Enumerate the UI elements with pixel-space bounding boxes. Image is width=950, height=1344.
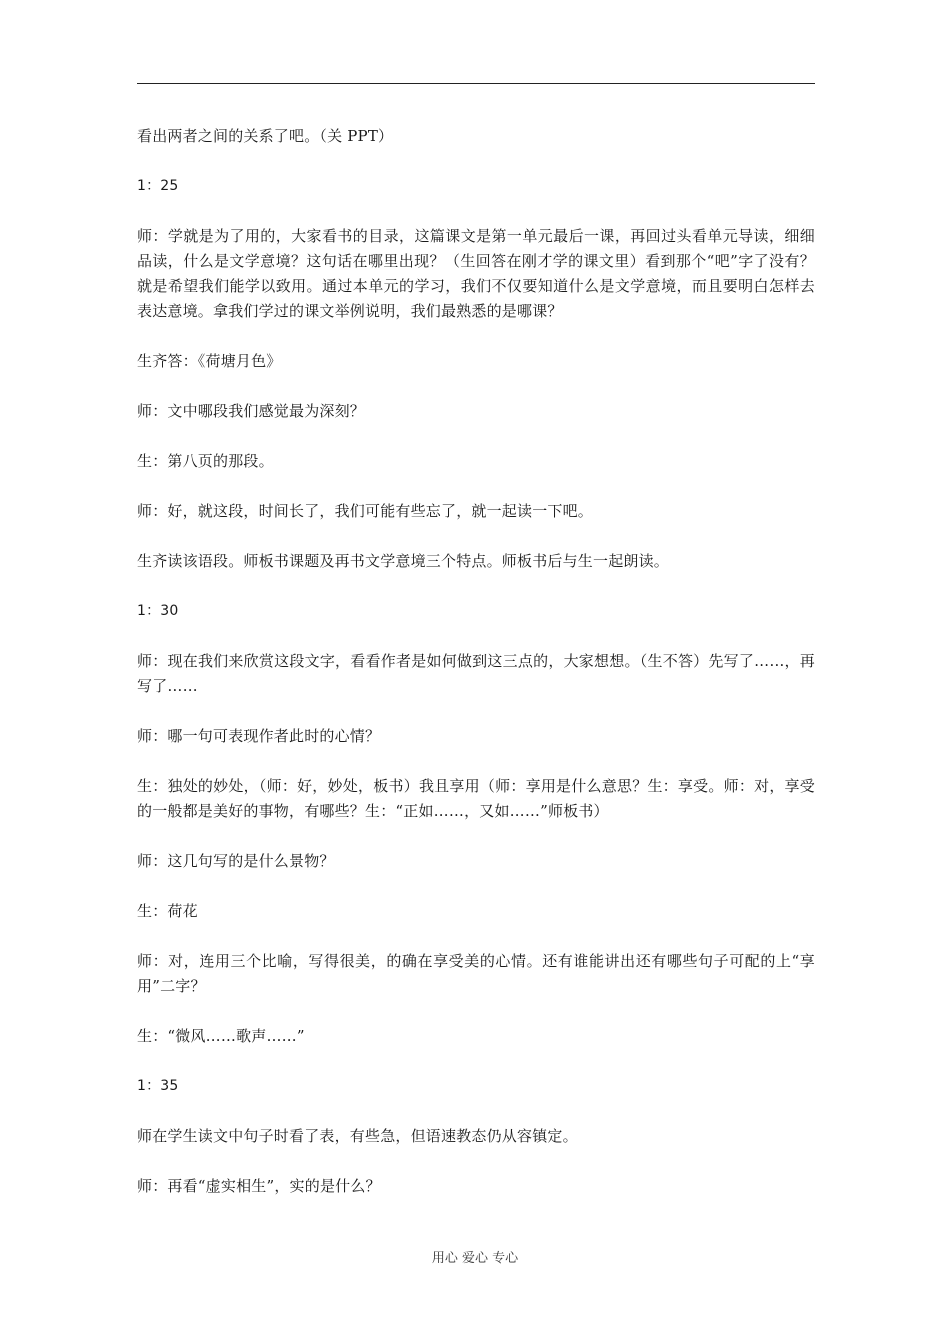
paragraph: 生：荷花 bbox=[137, 902, 198, 920]
timestamp: 1：30 bbox=[137, 603, 179, 619]
paragraph: 生：第八页的那段。 bbox=[137, 452, 274, 470]
paragraph: 生：独处的妙处，（师：好，妙处，板书）我且享用（师：享用是什么意思？生：享受。师：对，享受的一般都是美好的事物，有哪些？生：“正如……，又如……”师板书） bbox=[137, 777, 815, 820]
document-body bbox=[137, 124, 815, 1224]
timestamp: 1：35 bbox=[137, 1078, 179, 1094]
paragraph: 师：好，就这段，时间长了，我们可能有些忘了，就一起读一下吧。 bbox=[137, 502, 594, 520]
paragraph: 生：“微风……歌声……” bbox=[137, 1027, 305, 1045]
paragraph: 师：学就是为了用的，大家看书的目录，这篇课文是第一单元最后一课，再回过头看单元导读，细细品读，什么是文学意境？这句话在哪里出现？（生回答在刚才学的课文里）看到那个“吧”字了没有？就是希望我们能学以致用。通过本单元的学习，我们不仅要知道什么是文学意境，而且要明白怎样去表达意境。拿我们学过的课文举例说明，我们最熟悉的是哪课？ bbox=[137, 227, 815, 320]
paragraph: 生齐答：《荷塘月色》 bbox=[137, 352, 282, 370]
paragraph: 师：哪一句可表现作者此时的心情？ bbox=[137, 727, 381, 745]
paragraph: 生齐读该语段。师板书课题及再书文学意境三个特点。师板书后与生一起朗读。 bbox=[137, 552, 670, 570]
paragraph: 师：对，连用三个比喻，写得很美，的确在享受美的心情。还有谁能讲出还有哪些句子可配的上“享用”二字？ bbox=[137, 952, 815, 995]
paragraph: 师：现在我们来欣赏这段文字，看看作者是如何做到这三点的，大家想想。（生不答）先写了……，再写了…… bbox=[137, 652, 815, 695]
paragraph: 师在学生读文中句子时看了表，有些急，但语速教态仍从容镇定。 bbox=[137, 1127, 578, 1145]
timestamp: 1：25 bbox=[137, 178, 179, 194]
header-rule bbox=[137, 83, 815, 84]
paragraph: 看出两者之间的关系了吧。（关 PPT） bbox=[137, 127, 394, 145]
paragraph: 师：文中哪段我们感觉最为深刻？ bbox=[137, 402, 366, 420]
page-footer: 用心 爱心 专心 bbox=[431, 1251, 519, 1266]
paragraph: 师：这几句写的是什么景物？ bbox=[137, 852, 335, 870]
paragraph: 师：再看“虚实相生”，实的是什么？ bbox=[137, 1177, 381, 1195]
